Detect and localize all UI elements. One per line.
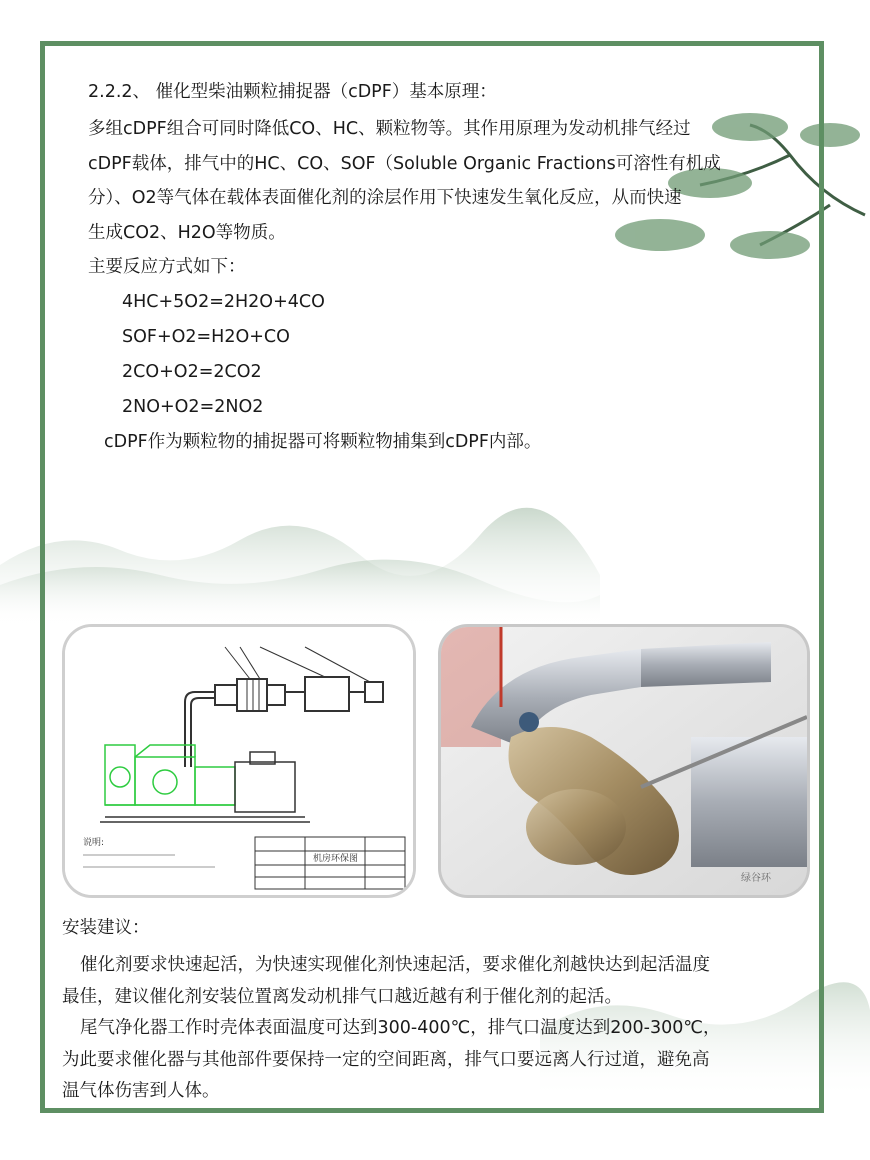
- installation-diagram-image: [62, 624, 416, 898]
- paragraph-line: 生成CO2、H2O等物质。: [88, 222, 286, 243]
- paragraph-line: cDPF载体，排气中的HC、CO、SOF（Soluble Organic Fractions可溶性有机成: [88, 153, 721, 174]
- install-line: 尾气净化器工作时壳体表面温度可达到300-400℃，排气口温度达到200-300℃，: [80, 1018, 721, 1038]
- install-suggestions: [62, 950, 721, 1108]
- reaction-equation: 4HC+5O2=2H2O+4CO: [122, 292, 325, 312]
- install-line: 温气体伤害到人体。: [62, 1081, 220, 1101]
- install-line: 为此要求催化器与其他部件要保持一定的空间距离，排气口要远离人行过道，避免高: [62, 1049, 710, 1070]
- install-line: 催化剂要求快速起活，为快速实现催化剂快速起活，要求催化剂越快达到起活温度: [80, 955, 710, 975]
- paragraph-line: 分）、O2等气体在载体表面催化剂的涂层作用下快速发生氧化反应，从而快速: [88, 188, 682, 208]
- exhaust-installation-photo: [438, 624, 810, 898]
- install-line: 最佳，建议催化剂安装位置离发动机排气口越近越有利于催化剂的起活。: [62, 986, 622, 1007]
- diagram-title: 机房环保图: [313, 854, 359, 864]
- paragraph-line: 多组cDPF组合可同时降低CO、HC、颗粒物等。其作用原理为发动机排气经过: [88, 119, 691, 139]
- diagram-note-label: 说明:: [83, 838, 105, 848]
- section-heading: 2.2.2、 催化型柴油颗粒捕捉器（cDPF）基本原理：: [88, 82, 497, 102]
- reactions-title: 主要反应方式如下：: [88, 257, 246, 277]
- photo-watermark: 绿谷环: [741, 873, 771, 884]
- principle-paragraph: [88, 112, 721, 285]
- reaction-equation: SOF+O2=H2O+CO: [122, 327, 290, 347]
- reaction-equation: 2NO+O2=2NO2: [122, 397, 264, 417]
- cdpf-note: cDPF作为颗粒物的捕捉器可将颗粒物捕集到cDPF内部。: [104, 432, 542, 452]
- install-title: 安装建议：: [62, 918, 150, 938]
- reaction-equation: 2CO+O2=2CO2: [122, 362, 262, 382]
